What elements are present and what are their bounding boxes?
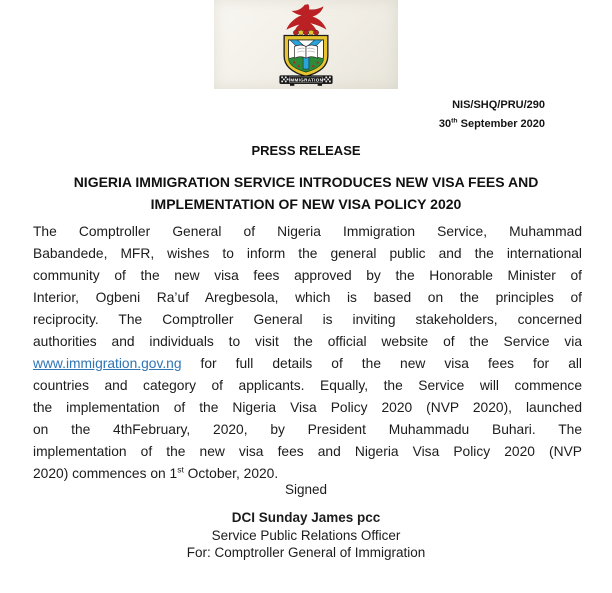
headline <box>56 171 556 215</box>
body-line: Babandede, MFR, wishes to inform the general public and the international <box>33 246 582 261</box>
body-line: the implementation of the Nigeria Visa Policy 2020 (NVP 2020), launched <box>33 400 582 415</box>
signed-label: Signed <box>284 482 328 497</box>
body-line: on the 4thFebruary, 2020, by President Muhammadu Buhari. The <box>33 422 582 437</box>
document-date: 30th September 2020 <box>438 117 545 130</box>
headline-line-1: NIGERIA IMMIGRATION SERVICE INTRODUCES NEW VISA FEES AND <box>73 174 539 190</box>
signatory-role: Service Public Relations Officer <box>211 527 401 543</box>
banner-icon <box>280 76 332 86</box>
signatory-for: For: Comptroller General of Immigration <box>186 545 426 560</box>
body-paragraph <box>33 221 582 485</box>
body-line: www.immigration.gov.ng for full details of the new visa fees for all <box>33 356 582 371</box>
nis-coat-of-arms-icon <box>261 2 351 88</box>
signature-block <box>0 509 612 562</box>
body-line: The Comptroller General of Nigeria Immigration Service, Muhammad <box>33 224 582 239</box>
reference-number: NIS/SHQ/PRU/290 <box>452 99 545 111</box>
website-link[interactable]: www.immigration.gov.ng <box>33 356 182 371</box>
body-line: authorities and individuals to visit the official website of the Service via <box>33 334 582 349</box>
press-release-label: PRESS RELEASE <box>251 143 361 158</box>
signatory-name: DCI Sunday James pcc <box>231 510 381 525</box>
torse-icon <box>293 30 318 35</box>
nis-logo-photo <box>214 0 398 89</box>
body-line: 2020) commences on 1st October, 2020. <box>33 464 279 481</box>
headline-line-2: IMPLEMENTATION OF NEW VISA POLICY 2020 <box>150 196 462 212</box>
body-line: community of the new visa fees approved by the Honorable Minister of <box>33 268 582 283</box>
banner-text: IMMIGRATION <box>288 77 324 83</box>
body-line: Interior, Ogbeni Ra’uf Aregbesola, which is based on the principles of <box>33 290 582 305</box>
body-line: implementation of the new visa fees and Nigeria Visa Policy 2020 (NVP <box>33 444 582 459</box>
reference-block <box>439 99 545 131</box>
body-line: countries and category of applicants. Equally, the Service will commence <box>33 378 582 393</box>
body-line: reciprocity. The Comptroller General is inviting stakeholders, concerned <box>33 312 582 327</box>
eagle-icon <box>286 4 326 31</box>
open-book-icon <box>294 45 317 58</box>
